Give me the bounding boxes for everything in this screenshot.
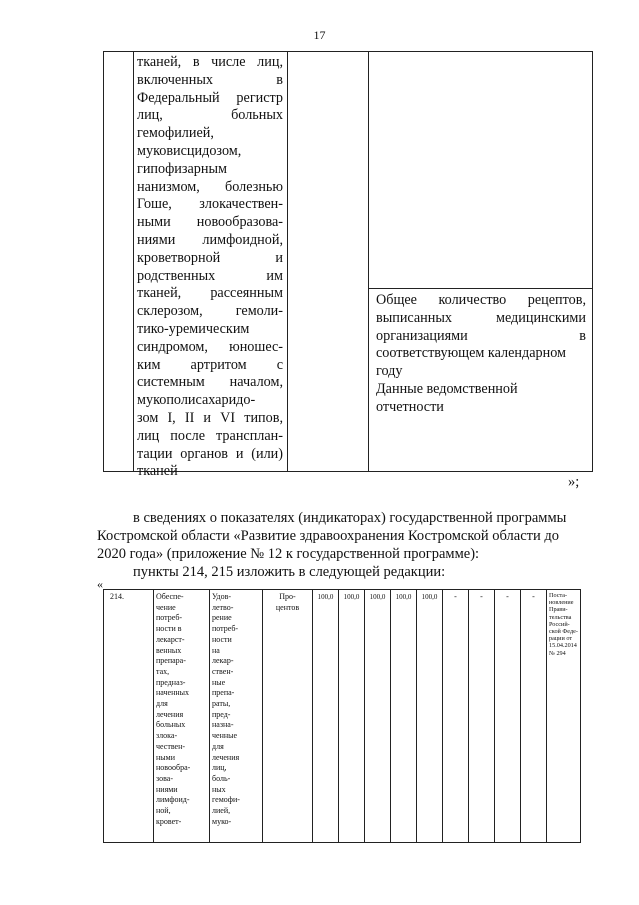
value-cell: 100,0	[391, 590, 417, 843]
table-row-214	[104, 590, 581, 843]
indicator-line: лией,	[212, 806, 231, 816]
source-line: Прави-	[549, 606, 568, 614]
indicator-name-line: кроветворной и	[137, 249, 283, 266]
calculation-method-line: году	[376, 363, 403, 380]
goal-line: тах,	[156, 666, 170, 676]
goal-line: зова-	[156, 773, 173, 783]
source-line: рации от	[549, 635, 573, 643]
indicator-line: боль-	[212, 773, 231, 783]
goal-line: венных	[156, 645, 182, 655]
value-cell: 100,0	[365, 590, 391, 843]
indicator-name-line: тканей, в числе лиц,	[137, 54, 283, 70]
indicator-name-line: склерозом, гемоли-	[137, 303, 283, 320]
indicator-line: пред-	[212, 709, 231, 719]
calculation-method-line: Общее количество рецептов,	[376, 292, 586, 308]
indicator-name-line: тации органов и (или)	[137, 445, 283, 462]
indicator-line: гемофи-	[212, 795, 240, 805]
source-line: новление	[549, 599, 574, 607]
indicator-line: препа-	[212, 688, 235, 698]
dash-cell: -	[443, 590, 469, 843]
goal-line: предназ-	[156, 677, 186, 687]
value-cell: 100,0	[417, 590, 443, 843]
goal-line: новообра-	[156, 763, 191, 773]
dash-cell: -	[521, 590, 547, 843]
indicator-name-line: мукополисахаридо-	[137, 392, 256, 409]
indicator-name-line: ными новообразова-	[137, 214, 283, 231]
source-line: ской Феде-	[549, 628, 578, 636]
source-line: Россий-	[549, 620, 570, 628]
indicator-line: раты,	[212, 699, 231, 709]
indicator-cell	[210, 590, 263, 843]
indicator-name-line: Гоше, злокачествен-	[137, 196, 283, 213]
opening-quote: «	[97, 577, 103, 591]
goal-cell	[154, 590, 210, 843]
indicator-name-line: гипофизарным	[137, 160, 227, 177]
value-cell: 100,0	[313, 590, 339, 843]
indicator-name-line: муковисцидозом,	[137, 142, 242, 159]
goal-line: ности в	[156, 624, 182, 634]
unit-line: центов	[275, 602, 300, 612]
goal-line: злока-	[156, 731, 178, 741]
calculation-method-line: отчетности	[376, 398, 444, 415]
row-number: 214.	[104, 590, 154, 843]
goal-line: препара-	[156, 656, 186, 666]
indicator-name-line: синдромом, юношес-	[137, 338, 283, 355]
indicator-name-text	[137, 54, 283, 481]
indicator-line: ных	[212, 784, 226, 794]
source-line: тельства	[549, 613, 572, 621]
indicator-name-line: зом I, II и VI типов,	[137, 409, 283, 426]
indicator-line: лекар-	[212, 656, 234, 666]
indicator-name-line: тканей, рассеянным	[137, 285, 283, 302]
indicator-line: летво-	[212, 602, 234, 612]
value-cell: 100,0	[339, 590, 365, 843]
amendment-line-2: Костромской области «Развитие здравоохранения Костромской области до	[97, 528, 559, 544]
goal-line: чествен-	[156, 741, 186, 751]
indicator-line: потреб-	[212, 624, 239, 634]
indicator-name-line: тканей	[137, 463, 178, 480]
page-number: 17	[313, 28, 326, 42]
indicator-line: Удов-	[212, 592, 232, 601]
indicator-name-line: ниями лимфоидной,	[137, 231, 283, 248]
goal-line: ными	[156, 752, 175, 762]
indicator-line: лиц,	[212, 763, 227, 773]
calculation-method-line: выписанных медицинскими	[376, 309, 586, 326]
indicator-line: муко-	[212, 816, 232, 826]
indicator-line: лечения	[212, 752, 240, 762]
calculation-method-text	[376, 292, 586, 417]
amendment-line-1: в сведениях о показателях (индикаторах) государственной программы	[133, 510, 567, 526]
amendment-line-3: 2020 года» (приложение № 12 к государственной программе):	[97, 546, 480, 562]
calculation-method-line: соответствующем календарном	[376, 345, 567, 362]
goal-line: наченных	[156, 688, 190, 698]
indicator-line: назна-	[212, 720, 234, 730]
goal-line: Обеспе-	[156, 592, 184, 601]
indicator-line: ченные	[212, 731, 238, 741]
indicator-name-line: нанизмом, болезнью	[137, 178, 283, 195]
goal-line: чение	[156, 602, 176, 612]
indicator-name-line: родственных им	[137, 267, 283, 284]
goal-line: для	[156, 699, 168, 709]
goal-line: лекарст-	[156, 634, 185, 644]
goal-line: лечения	[156, 709, 184, 719]
indicator-name-line: лиц после трансплан-	[137, 427, 283, 444]
indicator-name-line: тико-уремическим	[137, 320, 250, 337]
goal-line: ной,	[156, 806, 171, 816]
amendment-line-4: пункты 214, 215 изложить в следующей редакции:	[133, 564, 446, 580]
goal-line: потреб-	[156, 613, 183, 623]
indicator-name-line: Федеральный регистр	[137, 89, 283, 106]
source-line: Поста-	[549, 592, 568, 599]
source-line: № 294	[549, 649, 566, 657]
goal-line: больных	[156, 720, 186, 730]
indicator-name-line: лиц, больных	[137, 107, 283, 124]
calculation-method-line: организациями в	[376, 327, 586, 344]
indicator-line: для	[212, 741, 224, 751]
indicator-line: на	[212, 645, 220, 655]
goal-line: лимфоид-	[156, 795, 190, 805]
indicator-line: рение	[212, 613, 232, 623]
goal-line: кровет-	[156, 816, 182, 826]
indicator-name-line: ким артритом с	[137, 356, 283, 373]
source-cell	[547, 590, 581, 843]
indicator-name-line: включенных в	[137, 71, 283, 88]
dash-cell: -	[469, 590, 495, 843]
unit-cell	[263, 590, 313, 843]
goal-line: ниями	[156, 784, 178, 794]
indicators-table	[103, 589, 581, 843]
calculation-method-line: Данные ведомственной	[376, 380, 518, 397]
closing-quote: »;	[568, 474, 580, 490]
indicator-name-line: системным началом,	[137, 374, 283, 391]
indicator-name-line: гемофилией,	[137, 125, 214, 142]
dash-cell: -	[495, 590, 521, 843]
indicator-line: ствен-	[212, 666, 234, 676]
indicator-line: ные	[212, 677, 226, 687]
source-line: 15.04.2014	[549, 642, 577, 650]
unit-line: Про-	[279, 592, 296, 601]
indicator-line: ности	[212, 634, 232, 644]
